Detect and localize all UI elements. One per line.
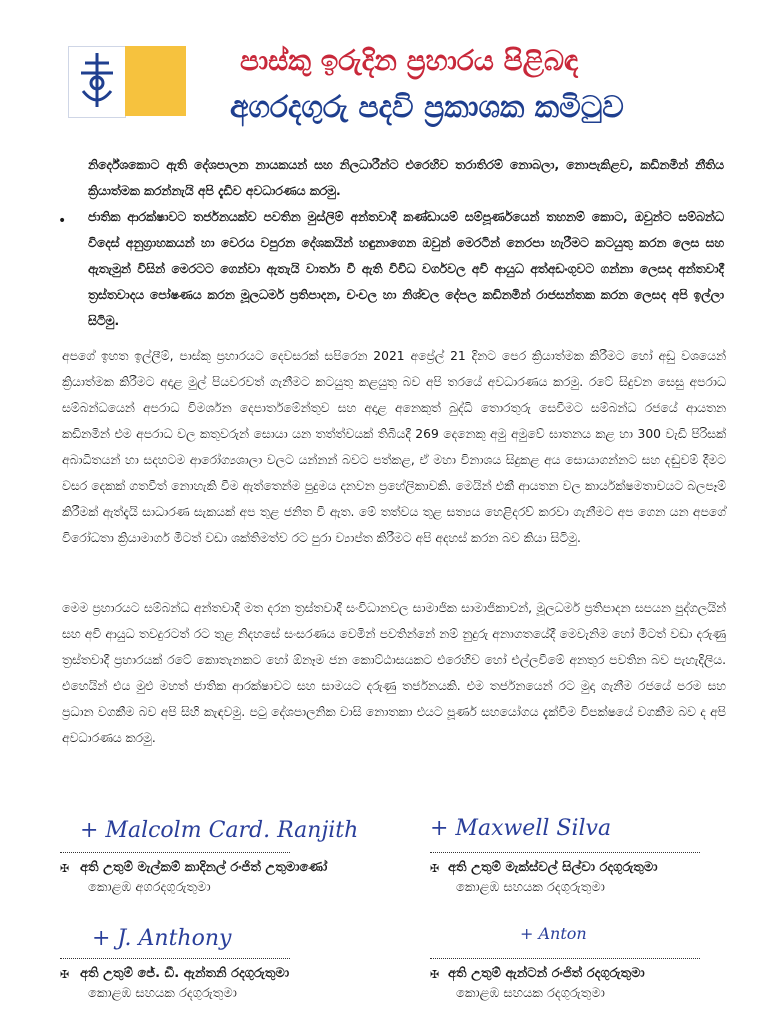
signatory-name-4: අති උතුම් ඇන්ටන් රංජිත් රදගුරුතුමා	[448, 966, 645, 981]
signature-2: + Maxwell Silva	[430, 816, 612, 841]
signatory-role-1: කොළඹ අගරදගුරුතුමා	[88, 880, 211, 895]
signatory-name-1: අති උතුම් මැල්කම් කාදිනල් රංජිත් උතුමාණෝ	[80, 860, 328, 875]
signatory-name-3: අති උතුම් ජේ. ඩී. ඇන්තනි රදගුරුතුමා	[80, 966, 290, 981]
cross-icon: ✠	[430, 968, 440, 981]
paragraph-2: ජාතික ආරක්ෂාවට තර්ජනයක්ව පවතින මුස්ලිම් අන්තවාදී කණ්ඩායම් සම්පූර්ණයෙන් තහනම් කොට, ඔවුන්ට සම්බන්ධ විදෙස් අනුග්‍රාහකයන් හා වෙරය වපුරන දේශකයින් හඳුනාගෙන ඔවුන් මෙරටින් නෙරපා හැරීමට කටයුතු කරන ලෙස සහ ඇතැමුන් විසින් මෙරටට ගෙන්වා ඇතැයි වාර්තා වී ඇති විවිධ වර්ගවල අවි ආයුධ අත්අඩංගුවට ගන්නා ලෙසද අන්තවාදී ත්‍රස්තවාදය පෝෂණය කරන මූලධර්ම ප්‍රතිපාදන, චංචල හා නිශ්චල දේපල කඩිනමින් රාජසන්තක කරන ලෙසද අපි ඉල්ලා සිටිමු.	[88, 210, 724, 328]
signature-1: + Malcolm Card. Ranjith	[80, 818, 359, 843]
logo	[68, 46, 186, 116]
cross-icon: ✠	[60, 968, 70, 981]
signatory-role-3: කොළඹ සහයක රදගුරුතුමා	[88, 986, 237, 1001]
signatory-name-2: අති උතුම් මැක්ස්වල් සිල්වා රදගුරුතුමා	[448, 860, 658, 875]
signature-line-1	[60, 852, 290, 853]
cross-anchor-icon	[69, 47, 125, 117]
signature-line-3	[60, 958, 290, 959]
title-line-2: අගරදගුරු පදවි ප්‍රකාශක කමිටුව	[230, 90, 624, 125]
paragraph-1: නිර්දේශකොට ඇති දේශපාලන නායකයන් සහ නිලධාරීන්ට එරෙහිව තරාතිරම් නොබලා, නොපැකිළව, කඩිනමින් නීතිය ක්‍රියාත්මක කරන්නැයි අපි දැඩිව අවධාරණය කරමු.	[88, 158, 724, 198]
bullet-marker: •	[58, 213, 67, 229]
signatory-role-4: කොළඹ සහයක රදගුරුතුමා	[456, 986, 605, 1001]
title-line-1: පාස්කු ඉරුදින ප්‍රහාරය පිළිබඳ	[240, 44, 579, 77]
cross-icon: ✠	[430, 862, 440, 875]
signatory-role-2: කොළඹ සහයක රදගුරුතුමා	[456, 880, 605, 895]
paragraph-4: මෙම ප්‍රහාරයට සම්බන්ධ අන්තවාදී මත දරන ත්‍රස්තවාදී සංවිධානවල සාමාජික සාමාජිකාවන්, මූලධර්ම ප්‍රතිපාදන සපයන පුද්ගලයින් සහ අවි ආයුධ තවදුරටත් රට තුළ නිදහසේ සංසරණය වෙමින් පවතින්නේ නම් නුදුරු අනාගතයේදී මෙවැනිම හෝ මීටත් වඩා දරුණු ත්‍රස්තවාදී ප්‍රහාරයක් රටේ කොතැනකට හෝ ඕනෑම ජන කොට්ඨාසයකට එරෙහිව හෝ එල්ලවීමේ අනතුර පවතින බව පැහැදිලිය. එහෙයින් එය මුළු මහත් ජාතික ආරක්ෂාවට සහ සාමයට දරුණු තර්ජනයකි. එම තර්ජනයෙන් රට මුදා ගැනීම රජයේ පරම සහ ප්‍රධාන වගකීම බව අපි සිහි කැඳවමු. පටු දේශපාලනික වාසි නොතකා එයට පූර්ණ සහයෝගය දැක්වීම විපක්ෂයේ වගකීම බව ද අපි අවධාරණය කරමු.	[62, 601, 726, 745]
signature-4: + Anton	[520, 924, 587, 943]
signature-line-4	[430, 958, 700, 959]
paragraph-3: අපගේ ඉහත ඉල්ලීම්, පාස්කු ප්‍රහාරයට දෙවසරක් සපිරෙන 2021 අප්‍රේල් 21 දිනට පෙර ක්‍රියාත්මක කිරීමට හෝ අඩු වශයෙන් ක්‍රියාත්මක කිරීමට අදාළ මුල් පියවරවත් ගැනීමට කටයුතු කළයුතු බව අපි තරයේ අවධාරණය කරමු. රටේ සිදුවන සෙසු අපරාධ සම්බන්ධයෙන් අපරාධ විමර්ශන දෙපාර්තමේන්තුව සහ අදාළ අනෙකුත් බුද්ධි තොරතුරු සෙවීමට සම්බන්ධ රජයේ ආයතන කඩිනමින් එම අපරාධ වල කතුවරුන් සොයා යන තත්ත්වයක් තිබියදී 269 දෙනෙකු අමු අමුවේ ඝාතනය කළ හා 300 වැඩි පිරිසක් අබාධිතයන් හා සදහටම ආරෝග්‍යශාලා වලට යන්නන් බවට පත්කළ, ඒ මහා විනාශය සිදුකළ අය සොයාගන්නට සහ දඬුවම් දීමට වසර දෙකක් ගතවීත් නොහැකි වීම ඇත්තෙන්ම පුදුමය දනවන ප්‍රහේලිකාවකි. මෙයින් එකී ආයතන වල කාර්යක්ෂමතාවයට බලපෑම් කිරීමක් ඇත්දැයි සාධාරණ සැකයක් අප තුළ ජනිත වී ඇත. මේ තත්වය තුළ සත්‍යය හෙළිදරව් කරවා ගැනීමට අප ගෙන යන අපගේ විරෝධතා ක්‍රියාමාර්ග මීටත් වඩා ශක්තිමත්ව රට පුරා ව්‍යාප්ත කිරීමට අපි අදහස් කරන බව කියා සිටිමු.	[62, 349, 726, 545]
signature-3: + J. Anthony	[92, 926, 232, 951]
signature-line-2	[430, 852, 700, 853]
logo-emblem	[68, 46, 126, 118]
logo-gold-band	[125, 46, 186, 116]
cross-icon: ✠	[60, 862, 70, 875]
